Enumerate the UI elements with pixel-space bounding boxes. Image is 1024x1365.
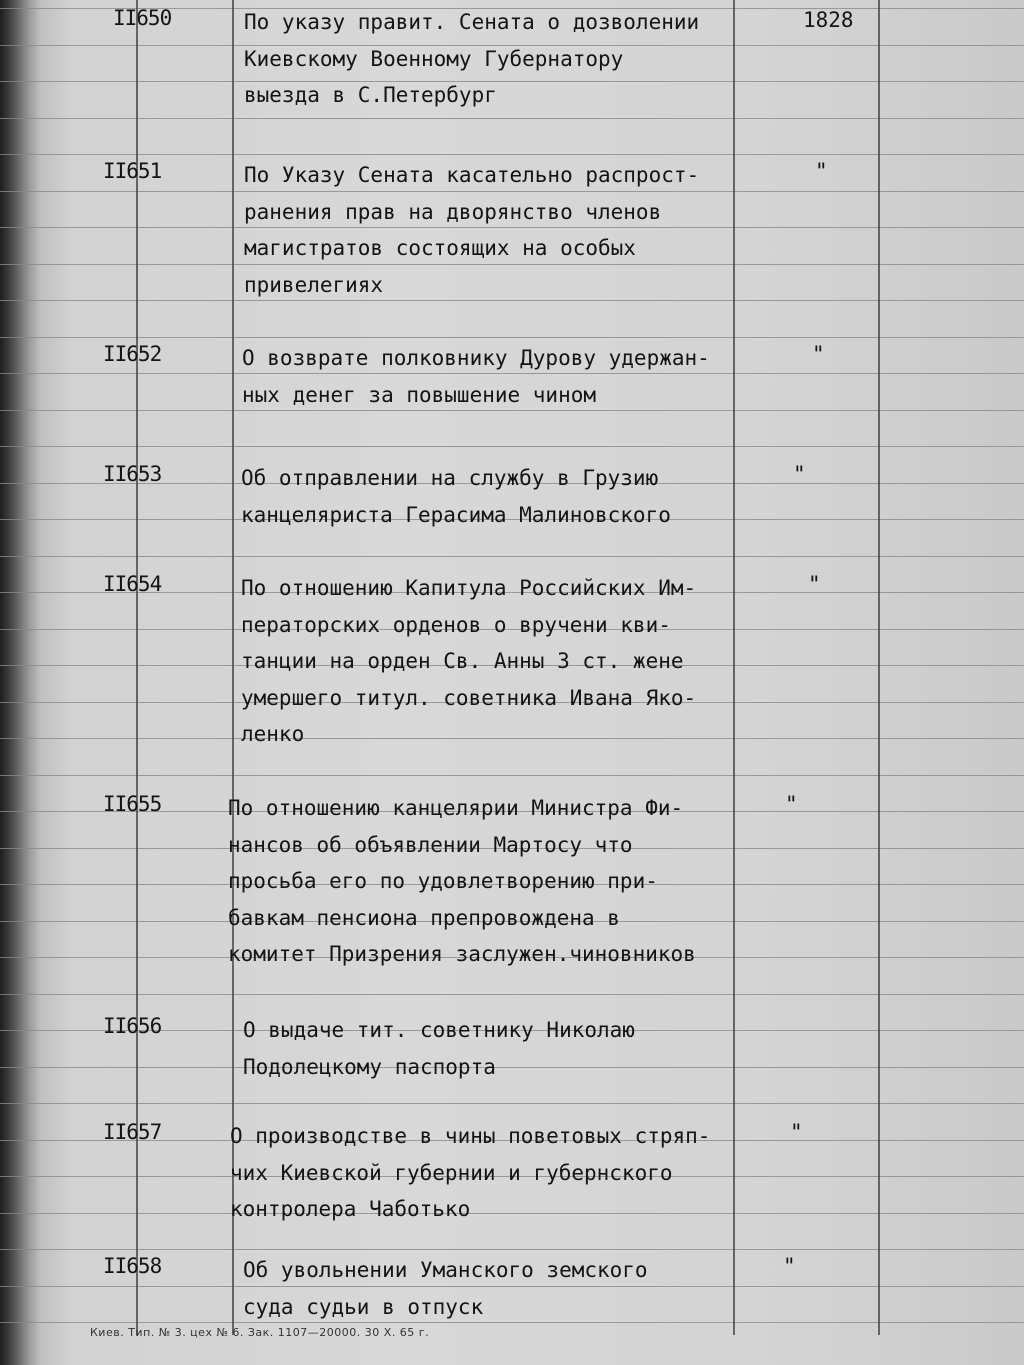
entry-description-line: канцеляриста Герасима Малиновского <box>241 502 671 527</box>
page-binding-shadow <box>0 0 40 1365</box>
entry-description-line: По отношению Капитула Российских Им- <box>241 576 697 600</box>
entry-description-line: По Указу Сената касательно распрост- <box>244 163 700 187</box>
entry-description-line: танции на орден Св. Анны 3 ст. жене <box>241 649 684 673</box>
entry-number: II657 <box>103 1120 162 1144</box>
entry-description <box>241 460 671 533</box>
ruling-line <box>0 1249 1024 1250</box>
entry-date: " <box>793 462 806 486</box>
ruling-line <box>0 118 1024 119</box>
entry-date: " <box>790 1120 803 1144</box>
entry-number: II655 <box>103 792 162 816</box>
ruling-line <box>0 1103 1024 1104</box>
ruling-line <box>0 775 1024 776</box>
entry-number: II654 <box>103 572 162 596</box>
entry-number: II651 <box>103 159 162 183</box>
print-footer: Киев. Тип. № 3. цех № 6. Зак. 1107—20000. 30 X. 65 г. <box>90 1326 430 1339</box>
ruling-line <box>0 446 1024 447</box>
entry-description-line: умершего титул. советника Ивана Яко- <box>241 685 697 710</box>
entry-number: II658 <box>103 1254 162 1278</box>
date-column-right-line <box>878 0 880 1335</box>
entry-number: II650 <box>113 6 172 30</box>
entry-description-line: контролера Чаботько <box>230 1197 471 1221</box>
entry-description <box>230 1118 710 1228</box>
entry-description-line: выезда в С.Петербург <box>244 83 497 107</box>
ruling-line <box>0 337 1024 338</box>
ruling-line <box>0 154 1024 155</box>
entry-description-line: привелегиях <box>244 272 384 297</box>
entry-description-line: По отношению канцелярии Министра Фи- <box>228 796 684 820</box>
entry-description-line: ных денег за повышение чином <box>242 382 597 407</box>
entry-description-line: чих Киевской губернии и губернского <box>230 1160 673 1185</box>
entry-description <box>244 157 699 303</box>
entry-number: II652 <box>103 342 162 366</box>
entry-description <box>244 4 699 114</box>
ruling-line <box>0 994 1024 995</box>
entry-description-line: нансов об объявлении Мартосу что <box>228 832 633 857</box>
entry-description-line: просьба его по удовлетворению при- <box>228 869 658 893</box>
entry-description <box>228 790 696 973</box>
entry-date: " <box>808 572 821 596</box>
entry-description-line: Об увольнении Уманского земского <box>243 1258 648 1282</box>
entry-date: " <box>815 159 828 183</box>
entry-description-line: бавкам пенсиона препровождена в <box>228 905 620 930</box>
entry-number: II656 <box>103 1014 162 1038</box>
entry-description-line: Киевскому Военному Губернатору <box>244 46 624 71</box>
entry-description <box>242 340 710 413</box>
date-column-left-line <box>733 0 735 1335</box>
entry-description-line: О выдаче тит. советнику Николаю <box>243 1018 635 1042</box>
entry-description-line: О производстве в чины поветовых стряп- <box>230 1124 711 1148</box>
entry-description-line: По указу правит. Сената о дозволении <box>244 10 700 34</box>
entry-description-line: Об отправлении на службу в Грузию <box>241 466 659 490</box>
entry-description <box>243 1252 648 1325</box>
entry-description-line: О возврате полковнику Дурову удержан- <box>242 346 710 370</box>
entry-description-line: ранения прав на дворянство членов <box>244 199 662 224</box>
entry-date: " <box>785 792 798 816</box>
entry-description-line: ленко <box>241 722 305 746</box>
entry-description-line: комитет Призрения заслужен.чиновников <box>228 942 696 966</box>
entry-description-line: ператорских орденов о вручени кви- <box>241 612 671 637</box>
entry-description-line: Подолецкому паспорта <box>243 1054 496 1079</box>
ruling-line <box>0 556 1024 557</box>
entry-date: 1828 <box>803 8 854 32</box>
entry-description <box>241 570 696 753</box>
entry-description-line: магистратов состоящих на особых <box>244 236 636 260</box>
entry-number: II653 <box>103 462 162 486</box>
entry-description-line: суда судьи в отпуск <box>243 1294 484 1319</box>
entry-description <box>243 1012 635 1085</box>
entry-date: " <box>783 1254 796 1278</box>
entry-date: " <box>812 342 825 366</box>
